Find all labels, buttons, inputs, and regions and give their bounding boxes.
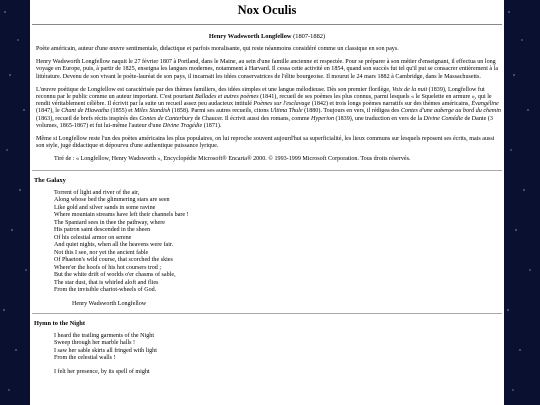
verse-line: From the celestial walls !	[54, 355, 116, 362]
verse-line: Along whose bed the glimmering stars are seen	[54, 197, 170, 204]
left-starfield-border	[0, 0, 30, 405]
verse-line: I felt her presence, by its spell of might	[54, 368, 150, 375]
verse-line: The star dust, that is whirled aloft and flies	[54, 279, 159, 286]
verse-line: Of Phaeton's wild course, that scorched the skies	[54, 257, 173, 264]
bio-life: Henry Wadsworth Longfellow naquit le 27 février 1807 à Portland, dans le Maine, au sein d'une famille ancienne et respectée. Pour se préparer à son métier d'enseignant, il effectua un long voyage en Europe, puis, à partir de 1825, enseigna les langues modernes, notamment à Harvard. Il cessa cette activité en 1854, quand son succès fut tel qu'il put se consacrer entièrement à la littérature. Devenu de son vivant le poète-lauréat de son pays, il incarnait les idées conservatrices de l'élite bourgeoise. Il mourut le 24 mars 1882 à Cambridge, dans le Massachusetts.	[36, 59, 499, 80]
section-divider	[32, 313, 502, 314]
author-years: (1807-1882)	[293, 33, 326, 40]
poem-author-galaxy: Henry Wadsworth Longfellow	[72, 300, 147, 307]
verse-line: Where mountain streams have left their channels bare !	[54, 212, 189, 219]
page-title: Nox Oculis	[237, 3, 297, 17]
bio-intro: Poète américain, auteur d'une œuvre sentimentale, didactique et parfois moralisante, qui reste néanmoins considéré comme un classique en son pays.	[36, 46, 399, 52]
verse-line: His patron saint descended in the sheen	[54, 227, 151, 234]
verse-line: Not this I see, nor yet the ancient fable	[54, 249, 149, 256]
poem-verse-galaxy	[54, 190, 502, 295]
bio-legacy: Même si Longfellow reste l'un des poètes américains les plus populaires, on lui reproche souvent aujourd'hui sa superficialité, les lieux communs sur lesquels reposent ses écrits, mais aussi son style, jugé didactique et dépourvu d'une authentique puissance lyrique.	[36, 136, 495, 150]
verse-line: Sweep through her marble halls !	[54, 340, 136, 347]
verse-line: I heard the trailing garments of the Night	[54, 332, 155, 339]
verse-line: From the invisible chariot-wheels of God.	[54, 287, 157, 294]
verse-line: But the white drift of worlds o'er chasms of sable,	[54, 272, 176, 279]
verse-line: Where'er the hoofs of his hot coursers trod ;	[54, 264, 162, 271]
verse-line: Like gold and silver sands in some ravine	[54, 204, 156, 211]
poem-title-galaxy: The Galaxy	[34, 176, 66, 184]
verse-line: Torrent of light and river of the air,	[54, 189, 140, 196]
section-divider	[32, 170, 502, 171]
poem-title-hymn: Hymn to the Night	[34, 319, 85, 327]
title-divider	[32, 24, 502, 25]
verse-line: Of his celestial armor on serene	[54, 234, 132, 241]
verse-line: I saw her sable skirts all fringed with light	[54, 347, 157, 354]
right-starfield-border	[504, 0, 540, 405]
poem-verse-hymn	[54, 333, 502, 377]
source-citation: Tiré de : « Longfellow, Henry Wadsworth », Encyclopédie Microsoft® Encarta® 2000. © 1993-1999 Microsoft Corporation. Tous droits réservés.	[54, 156, 411, 163]
page-content	[32, 0, 502, 405]
verse-line: And quiet nights, when all the heavens were fair.	[54, 242, 174, 249]
verse-line: The Spaniard sees in thee the pathway, where	[54, 219, 165, 226]
bio-work: L'œuvre poétique de Longfellow est caractérisée par des thèmes familiers, des idées simples et une langue mélodieuse. Dès son premier florilège, Voix de la nuit (1839), Longfellow fut reconnu par le public comme un auteur important. C'est pourtant Ballades et autres poèmes (1841), recueil de ses poèmes les plus connus, parmi lesquels « le Squelette en armure », qui le rendit véritablement célèbre. Il écrivit par la suite un recueil assez peu audacieux intitulé Poèmes sur l'esclavage (1842) et trois longs poèmes narratifs sur des thèmes américains, Évangéline (1847), le Chant de Hiawatha (1855) et Miles Standish (1858). Parmi ses autres recueils, citons Ultima Thule (1880). Toujours en vers, il rédigea des Contes d'une auberge au bord du chemin (1863), recueil de brefs récits inspirés des Contes de Canterbury de Chaucer. Il écrivit aussi des romans, comme Hyperion (1839), une traduction en vers de la Divine Comédie de Dante (3 volumes, 1865-1867) et fut lui-même l'auteur d'une Divine Tragédie (1871).	[36, 86, 501, 129]
bio-heading	[32, 33, 502, 40]
author-name: Henry Wadsworth Longfellow	[208, 33, 292, 40]
